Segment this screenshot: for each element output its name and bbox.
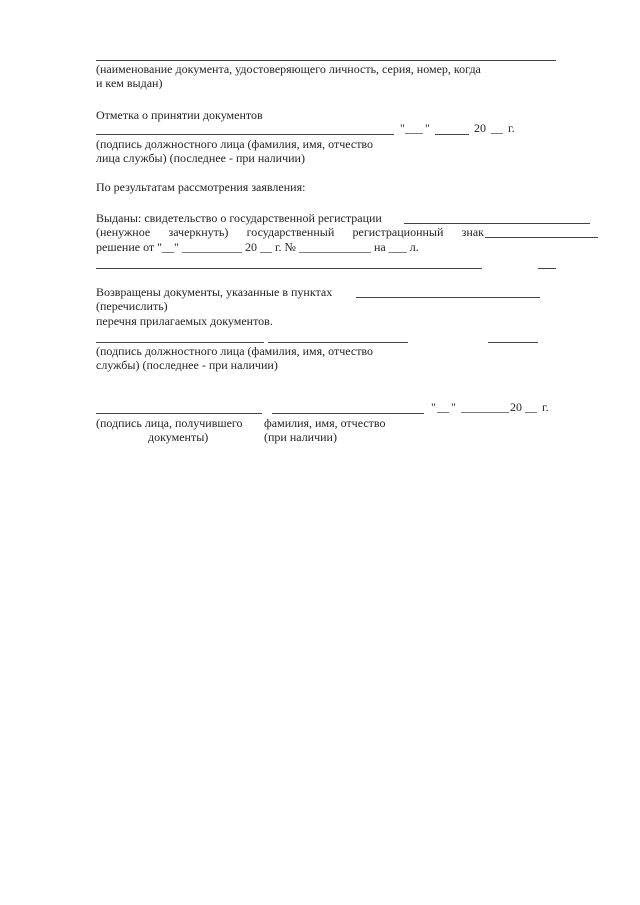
receipt-date-year-blank[interactable]: __ [525, 400, 537, 414]
acceptance-date-suffix: г. [508, 121, 515, 135]
issued-line2-word-2: зачеркнуть) [168, 225, 229, 239]
returned-caption-line2: службы) (последнее - при наличии) [96, 358, 278, 372]
identity-doc-fill-line[interactable] [96, 60, 556, 61]
issued-extra-fill-line-2[interactable] [538, 268, 556, 269]
acceptance-signature-line[interactable] [96, 134, 394, 135]
issued-decision-on: на [370, 240, 389, 254]
receipt-caption-left-line1: (подпись лица, получившего [96, 416, 243, 430]
review-heading: По результатам рассмотрения заявления: [96, 180, 306, 194]
issued-line2-word-5: знак [461, 225, 484, 239]
receipt-caption-right-line2: (при наличии) [264, 430, 337, 444]
receipt-date-month-blank[interactable]: ________ [461, 400, 509, 414]
acceptance-date-month-line[interactable] [435, 134, 469, 135]
issued-line2-word-4: регистрационный [352, 225, 444, 239]
returned-signature-line-1[interactable] [96, 342, 264, 343]
issued-decision-day-blank[interactable]: __ [162, 240, 175, 254]
issued-decision-month-blank[interactable]: __________ [181, 240, 242, 254]
returned-line3-text: перечня прилагаемых документов. [96, 314, 273, 328]
receipt-date-suffix: г. [542, 400, 549, 414]
issued-extra-fill-line-1[interactable] [96, 268, 482, 269]
receipt-caption-left-line2: документы) [148, 430, 209, 444]
receipt-date-day-blank[interactable]: __ [437, 400, 449, 414]
receipt-date-year-prefix: 20 [510, 400, 522, 414]
issued-line1-text: Выданы: свидетельство о государственной регистрации [96, 211, 382, 225]
returned-line1-text: Возвращены документы, указанные в пунктах [96, 285, 333, 299]
returned-line2-text: (перечислить) [96, 299, 168, 313]
issued-line2-word-1: (ненужное [96, 225, 151, 239]
identity-doc-caption-line1: (наименование документа, удостоверяющего личность, серия, номер, когда [96, 62, 481, 76]
issued-reg-mark-fill-line[interactable] [485, 237, 598, 238]
issued-decision-mid2: г. № [271, 240, 299, 254]
issued-certificate-fill-line[interactable] [404, 223, 590, 224]
acceptance-date-quote-open: " [400, 121, 405, 135]
receipt-signature-line[interactable] [96, 413, 262, 414]
acceptance-date-quote-close: " [425, 121, 430, 135]
returned-date-line[interactable] [488, 342, 538, 343]
issued-decision-suffix: л. [406, 240, 419, 254]
issued-line2 [96, 225, 484, 239]
acceptance-date-year-blank[interactable]: __ [491, 121, 503, 135]
acceptance-date-year-prefix: 20 [474, 121, 486, 135]
receipt-date-quote-open: " [431, 400, 436, 414]
identity-doc-caption-line2: и кем выдан) [96, 76, 163, 90]
receipt-name-line[interactable] [272, 413, 424, 414]
issued-decision-year-blank[interactable]: __ [259, 240, 272, 254]
returned-caption-line1: (подпись должностного лица (фамилия, имя, отчество [96, 344, 374, 358]
acceptance-caption-line1: (подпись должностного лица (фамилия, имя, отчество [96, 137, 374, 151]
receipt-date-quote-close: " [451, 400, 456, 414]
issued-decision-number-blank[interactable]: ____________ [298, 240, 371, 254]
issued-decision-pages-blank[interactable]: ___ [388, 240, 407, 254]
issued-decision-year: 20 [241, 240, 260, 254]
returned-signature-line-2[interactable] [268, 342, 408, 343]
receipt-caption-right-line1: фамилия, имя, отчество [264, 416, 386, 430]
issued-line2-word-3: государственный [246, 225, 335, 239]
issued-decision-prefix: решение от " [96, 240, 163, 254]
acceptance-heading: Отметка о принятии документов [96, 108, 263, 122]
acceptance-caption-line2: лица службы) (последнее - при наличии) [96, 151, 305, 165]
issued-decision-mid1: " [174, 240, 182, 254]
acceptance-date-day-blank[interactable]: ___ [405, 121, 423, 135]
issued-line3 [96, 240, 419, 254]
returned-items-fill-line[interactable] [356, 297, 540, 298]
